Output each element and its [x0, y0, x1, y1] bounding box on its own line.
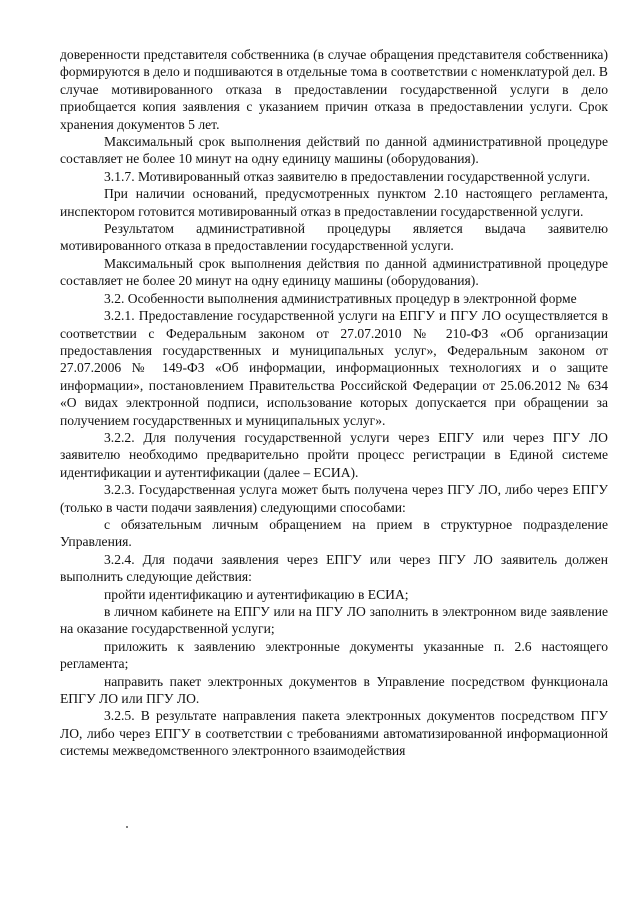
list-item-send-package: направить пакет электронных документов в Управление посредством функционала ЕПГУ ЛО или ПГУ ЛО.	[60, 673, 608, 707]
paragraph-max-time-20-min: Максимальный срок выполнения действия по данной административной процедуре составляет не более 20 минут на одну единицу машины (оборудования).	[60, 255, 608, 289]
paragraph-procedure-result: Результатом административной процедуры является выдача заявителю мотивированного отказа в предоставлении государственной услуги.	[60, 221, 608, 254]
paragraph-3-2-3: 3.2.3. Государственная услуга может быть получена через ПГУ ЛО, либо через ЕПГУ (только в части подачи заявления) следующими способами:	[60, 482, 608, 515]
list-item-esia-auth: пройти идентификацию и аутентификацию в ЕСИА;	[104, 586, 409, 602]
document-body	[60, 46, 608, 760]
paragraph-3-1-7-heading: 3.1.7. Мотивированный отказ заявителю в предоставлении государственной услуги.	[104, 168, 591, 184]
paragraph-max-time-10-min: Максимальный срок выполнения действий по данной административной процедуре составляет не более 10 минут на одну единицу машины (оборудования).	[60, 134, 608, 167]
list-item-fill-application: в личном кабинете на ЕПГУ или на ПГУ ЛО заполнить в электронном виде заявление на оказание государственной услуги;	[60, 604, 608, 637]
scan-speck	[126, 826, 128, 828]
paragraph-3-2-1: 3.2.1. Предоставление государственной услуги на ЕПГУ и ПГУ ЛО осуществляется в соответствии с Федеральным законом от 27.07.2010 № 210-ФЗ «Об организации предоставления государственных и муниципальных услуг», Федеральным законом от 27.07.2006 № 149-ФЗ «Об информации, информационных технологиях и о защите информации», постановлением Правительства Российской Федерации от 25.06.2012 № 634 «О видах электронной подписи, использование которых допускается при обращении за получением государственных и муниципальных услуг».	[60, 308, 608, 428]
paragraph-3-2-2: 3.2.2. Для получения государственной услуги через ЕПГУ или через ПГУ ЛО заявителю необходимо предварительно пройти процесс регистрации в Единой системе идентификации и аутентификации (далее – ЕСИА).	[60, 429, 608, 480]
paragraph-3-2-4: 3.2.4. Для подачи заявления через ЕПГУ или через ПГУ ЛО заявитель должен выполнить следующие действия:	[60, 551, 608, 585]
paragraph-3-2-5: 3.2.5. В результате направления пакета электронных документов посредством ПГУ ЛО, либо через ЕПГУ в соответствии с требованиями автоматизированной информационной системы межведомственного электронного взаимодействия	[60, 708, 608, 759]
paragraph-3-2-heading: 3.2. Особенности выполнения административных процедур в электронной форме	[104, 290, 577, 306]
paragraph-archive-storage: доверенности представителя собственника (в случае обращения представителя собственника) формируются в дело и подшиваются в отдельные тома в соответствии с номенклатурой дел. В случае мотивированного отказа в предоставлении государственной услуги в дело приобщается копия заявления с указанием причин отказа в предоставлении услуги. Срок хранения документов 5 лет.	[60, 47, 608, 132]
list-item-attach-documents: приложить к заявлению электронные документы указанные п. 2.6 настоящего регламента;	[60, 638, 608, 672]
paragraph-personal-visit: с обязательным личным обращением на прием в структурное подразделение Управления.	[60, 516, 608, 550]
paragraph-refusal-grounds: При наличии оснований, предусмотренных пунктом 2.10 настоящего регламента, инспектором готовится мотивированный отказ в предоставлении государственной услуги.	[60, 186, 608, 219]
